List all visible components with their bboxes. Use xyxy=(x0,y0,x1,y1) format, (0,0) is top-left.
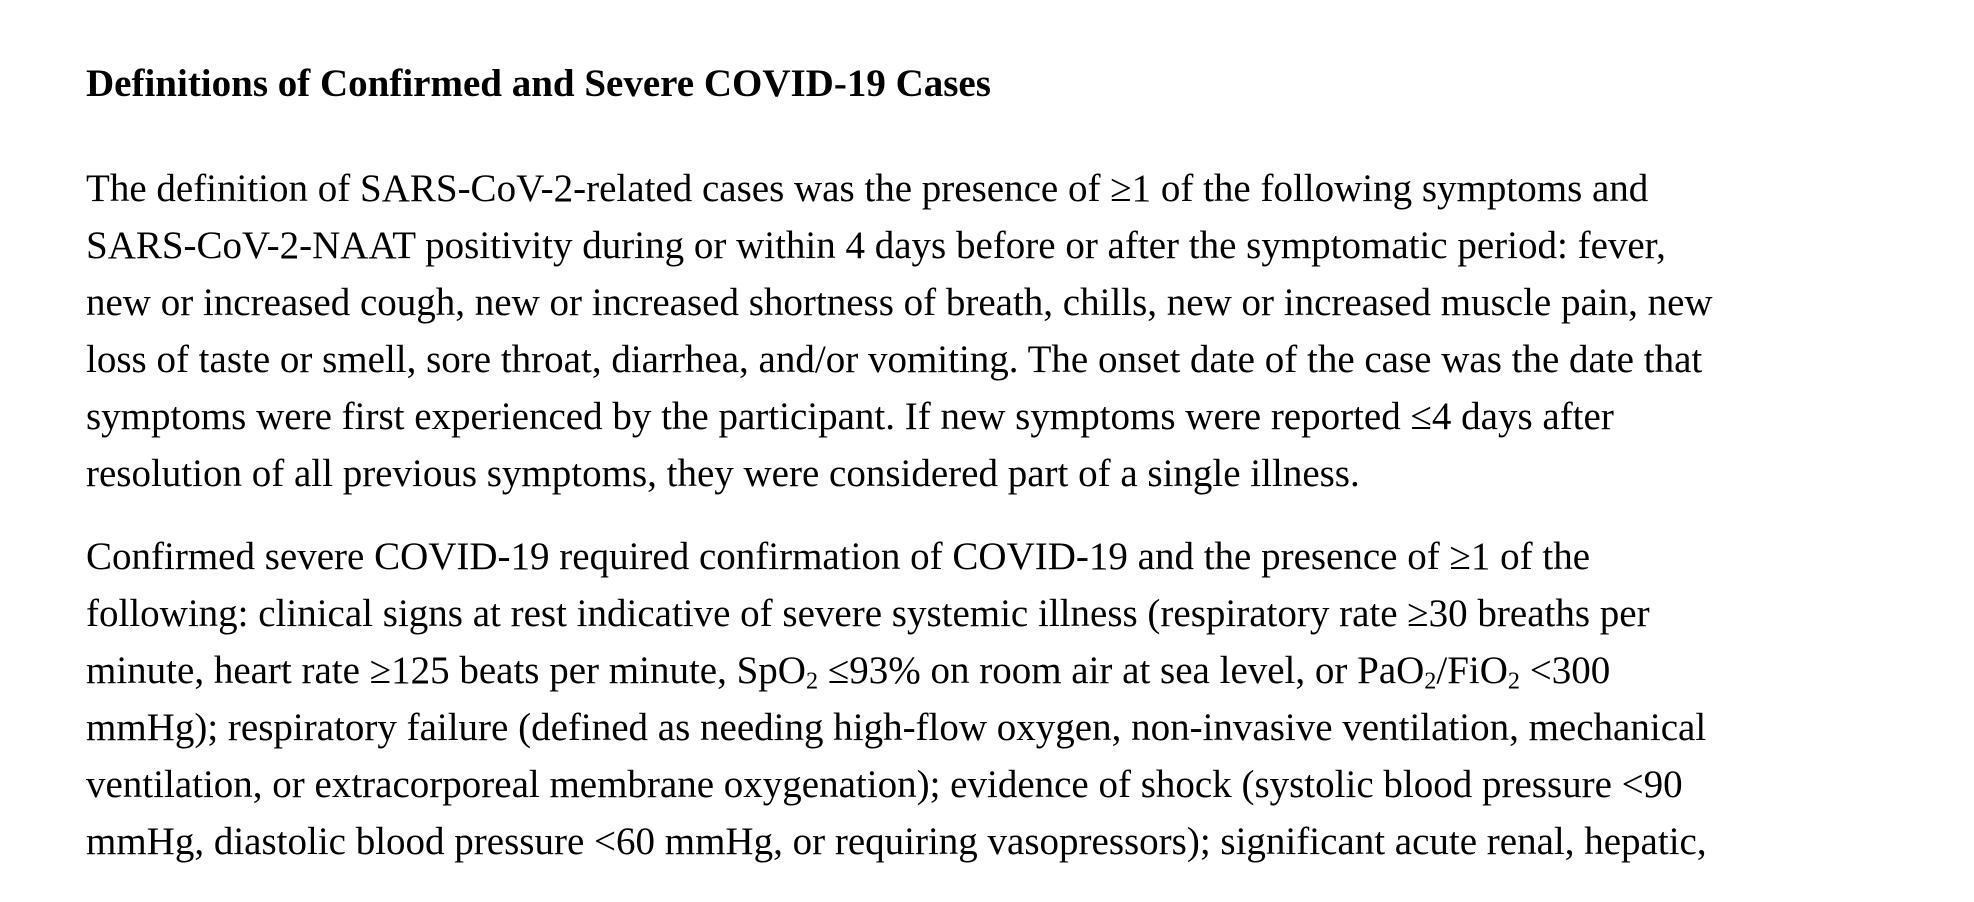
text-line: SARS-CoV-2-NAAT positivity during or within 4 days before or after the symptomatic period: fever, xyxy=(86,224,1666,267)
text-fragment: /FiO xyxy=(1436,649,1508,692)
subscript: 2 xyxy=(1507,667,1521,695)
subscript: 2 xyxy=(1424,667,1437,695)
text-fragment: minute, heart rate ≥125 beats per minute, SpO xyxy=(86,649,806,692)
paragraph-case-definition xyxy=(86,160,1713,502)
text-line: loss of taste or smell, sore throat, diarrhea, and/or vomiting. The onset date of the case was the date that xyxy=(86,338,1703,381)
text-fragment: ≤93% on room air at sea level, or PaO xyxy=(818,649,1425,692)
text-line: mmHg); respiratory failure (defined as needing high-flow oxygen, non-invasive ventilation, mechanical xyxy=(86,706,1707,749)
text-line: symptoms were first experienced by the participant. If new symptoms were reported ≤4 days after xyxy=(86,395,1614,438)
text-line: new or increased cough, new or increased shortness of breath, chills, new or increased muscle pain, new xyxy=(86,281,1713,324)
text-line: ventilation, or extracorporeal membrane oxygenation); evidence of shock (systolic blood pressure <90 xyxy=(86,763,1683,806)
text-fragment: <300 xyxy=(1520,649,1611,692)
paragraph-severe-definition xyxy=(86,528,1707,870)
text-line: resolution of all previous symptoms, they were considered part of a single illness. xyxy=(86,452,1360,495)
text-line: Confirmed severe COVID-19 required confirmation of COVID-19 and the presence of ≥1 of the xyxy=(86,535,1591,578)
text-line: mmHg, diastolic blood pressure <60 mmHg, or requiring vasopressors); significant acute renal, hepatic, xyxy=(86,820,1707,863)
section-heading: Definitions of Confirmed and Severe COVID-19 Cases xyxy=(86,62,991,105)
text-line-with-subscripts xyxy=(86,642,1707,699)
text-line: The definition of SARS-CoV-2-related cases was the presence of ≥1 of the following symptoms and xyxy=(86,167,1649,210)
subscript: 2 xyxy=(805,667,819,695)
text-line: following: clinical signs at rest indicative of severe systemic illness (respiratory rate ≥30 breaths per xyxy=(86,592,1650,635)
